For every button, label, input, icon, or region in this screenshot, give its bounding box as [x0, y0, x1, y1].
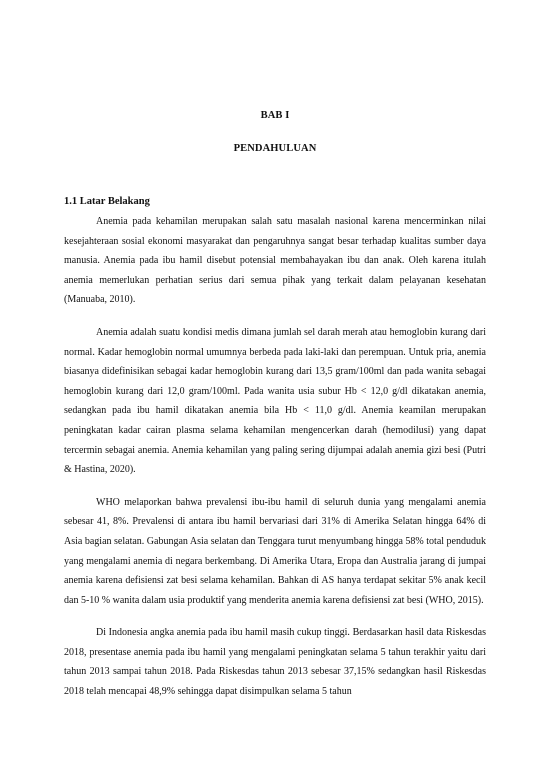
paragraph: Anemia pada kehamilan merupakan salah satu masalah nasional karena mencerminkan nilai kesejahteraan sosial ekonomi masyarakat dan pengaruhnya sangat besar terhadap kualitas sumber daya manusia. Anemia pada ibu hamil disebut potensial membahayakan ibu dan anak. Oleh karena itulah anemia memerlukan perhatian serius dari semua pihak yang terkait dalam pelayanan kesehatan (Manuaba, 2010). — [64, 216, 486, 306]
chapter-number: BAB I — [260, 110, 290, 121]
paragraph: WHO melaporkan bahwa prevalensi ibu-ibu hamil di seluruh dunia yang mengalami anemia sebesar 41, 8%. Prevalensi di antara ibu hamil bervariasi dari 31% di Amerika Selatan hingga 64% di Asia bagian selatan. Gabungan Asia selatan dan Tenggara turut menyumbang hingga 58% total penduduk yang mengalami anemia di negara berkembang. Di Amerika Utara, Eropa dan Australia jarang di jumpai anemia karena defisiensi zat besi selama kehamilan. Bahkan di AS hanya terdapat sekitar 5% anak kecil dan 5-10 % wanita dalam usia produktif yang menderita anemia karena defisiensi zat besi (WHO, 2015). — [64, 496, 486, 606]
paragraph: Anemia adalah suatu kondisi medis dimana jumlah sel darah merah atau hemoglobin kurang dari normal. Kadar hemoglobin normal umumnya berbeda pada laki-laki dan perempuan. Untuk pria, anemia biasanya didefinisikan sebagai kadar hemoglobin kurang dari 13,5 gram/100ml dan pada wanita sebagai hemoglobin kurang dari 12,0 gram/100ml. Pada wanita usia subur Hb < 12,0 g/dl dikatakan anemia, sedangkan pada ibu hamil dikatakan anemia bila Hb < 11,0 g/dl. Anemia keamilan merupakan peningkatan kadar cairan plasma selama kehamilan mengencerkan darah (hemodilusi) yang dapat tercermin sebagai anemia. Anemia kehamilan yang paling sering dijumpai adalah anemia gizi besi (Putri & Hastina, 2020). — [64, 326, 486, 476]
chapter-title: PENDAHULUAN — [233, 143, 317, 154]
section-heading: 1.1 Latar Belakang — [64, 196, 150, 207]
paragraph: Di Indonesia angka anemia pada ibu hamil masih cukup tinggi. Berdasarkan hasil data Riskesdas 2018, presentase anemia pada ibu hamil yang mengalami peningkatan selama 5 tahun terakhir yaitu dari tahun 2013 sampai tahun 2018. Pada Riskesdas tahun 2013 sebesar 37,15% sedangkan hasil Riskesdas 2018 telah mencapai 48,9% sehingga dapat disimpulkan selama 5 tahun — [64, 627, 486, 698]
body-text — [64, 212, 486, 715]
